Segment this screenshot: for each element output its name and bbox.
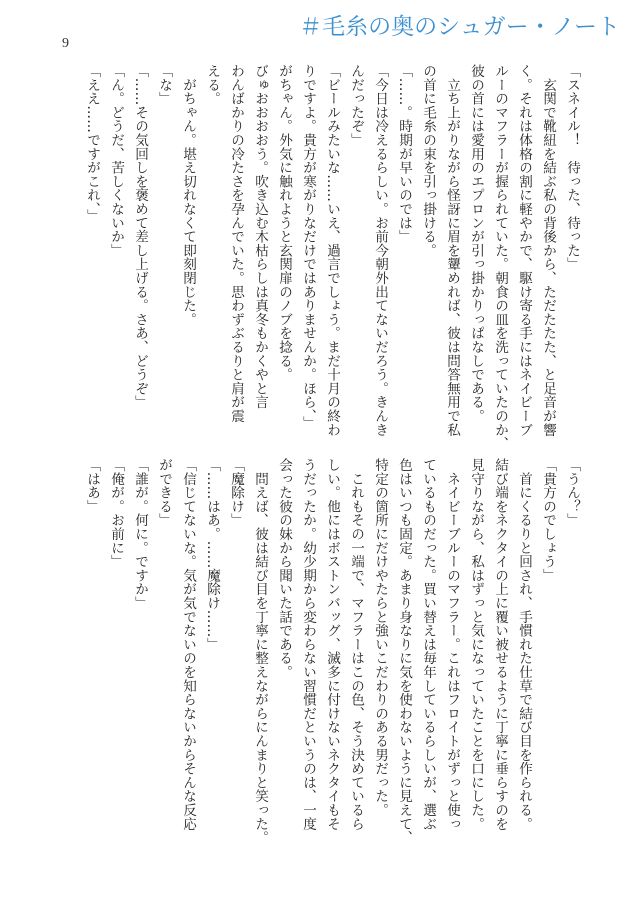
text-column: 「信じてないな。気が気でないのを知らないからそんな反応	[180, 458, 196, 831]
text-column: 「ええ……ですがこれ、」	[84, 64, 100, 223]
text-column: 「……。時期が早いのでは」	[396, 64, 412, 244]
text-column: の首に毛糸の束を引っ掛ける。	[420, 64, 436, 258]
text-column: 「貴方のでしょう」	[540, 458, 556, 583]
text-column: 「魔除け」	[228, 458, 244, 527]
text-column: 「……その気回しを褒めて差し上げる。さあ、どうぞ」	[132, 64, 148, 409]
text-column: これもその一端で、マフラーはこの色、そう決めているら	[348, 458, 364, 831]
text-block-bottom	[84, 458, 584, 845]
text-column: 「ん。どうだ、苦しくないか」	[108, 64, 124, 258]
text-column: 「……はあ。……魔除け……」	[204, 458, 220, 652]
text-column: ができる」	[156, 458, 172, 527]
text-column: 会った彼の妹から聞いた話である。	[276, 458, 292, 679]
text-column: 彼の首には愛用のエプロンが引っ掛かりっぱなしである。	[468, 64, 484, 423]
text-column: 「はあ」	[84, 458, 100, 514]
text-column: わんばかりの冷たさを孕んでいた。思わずぶるりと肩が震	[228, 64, 244, 423]
text-column: 「今日は冷えるらしい。お前今朝外出てないだろう。きんき	[372, 64, 388, 437]
text-column: 「俺が。お前に」	[108, 458, 124, 569]
text-column: 立ち上がりながら怪訝に眉を顰めれば、彼は問答無用で私	[444, 64, 460, 437]
text-column: 問えば、彼は結び目を丁寧に整えながらにんまりと笑った。	[252, 458, 268, 845]
text-column: ネイビーブルーのマフラー。これはフロイトがずっと使っ	[444, 458, 460, 831]
text-column: 首にくるりと回され、手慣れた仕草で結び目を作られる。	[516, 458, 532, 831]
text-column: 「うん？」	[564, 458, 580, 527]
text-column: ルーのマフラーが握られていた。朝食の皿を洗っていたのか、	[492, 64, 508, 451]
text-column: ているものだった。買い替えは毎年しているらしいが、選ぶ	[420, 458, 436, 831]
text-column: 「ビールみたいな……いえ、過言でしょう。まだ十月の終わ	[324, 64, 340, 437]
text-column: 「スネイル！ 待った、待った」	[564, 64, 580, 271]
text-column: 「な」	[156, 64, 172, 106]
text-column: 見守りながら、私はずっと気になっていたことを口にした。	[468, 458, 484, 831]
text-block-top	[84, 64, 584, 451]
text-column: がちゃん。外気に触れようと玄関扉のノブを捻る。	[276, 64, 292, 382]
text-column: がちゃん。堪え切れなくて即刻閉じた。	[180, 64, 196, 327]
text-column: 玄関で靴紐を結ぶ私の背後から、ただたたた、と足音が響	[540, 64, 556, 437]
text-column: 色はいつも固定。あまり身なりに気を使わないように見えて、	[396, 458, 412, 845]
text-column: 特定の箇所にだけやたらと強いこだわりのある男だった。	[372, 458, 388, 817]
text-column: く。それは体格の割に軽やかで、駆け寄る手にはネイビーブ	[516, 64, 532, 437]
text-column: びゅおおおおう。吹き込む木枯らしは真冬もかくやと言	[252, 64, 268, 409]
text-column: りですよ。貴方が寒がりなだけではありませんか。ほら、」	[300, 64, 316, 430]
text-column: える。	[204, 64, 220, 106]
text-column: んだったぞ」	[348, 64, 364, 147]
page-number: 9	[62, 36, 69, 51]
text-column: うだったか。幼少期から変わらない習慣だというのは、一度	[300, 458, 316, 831]
running-title: ＃毛糸の奥のシュガー・ノート	[299, 14, 620, 40]
text-column: 結び端をネクタイの上に覆い被せるように丁寧に垂らすのを	[492, 458, 508, 831]
text-column: しい。他にはボストンバッグ、滅多に付けないネクタイもそ	[324, 458, 340, 831]
text-column: 「誰が。何に。ですか」	[132, 458, 148, 610]
